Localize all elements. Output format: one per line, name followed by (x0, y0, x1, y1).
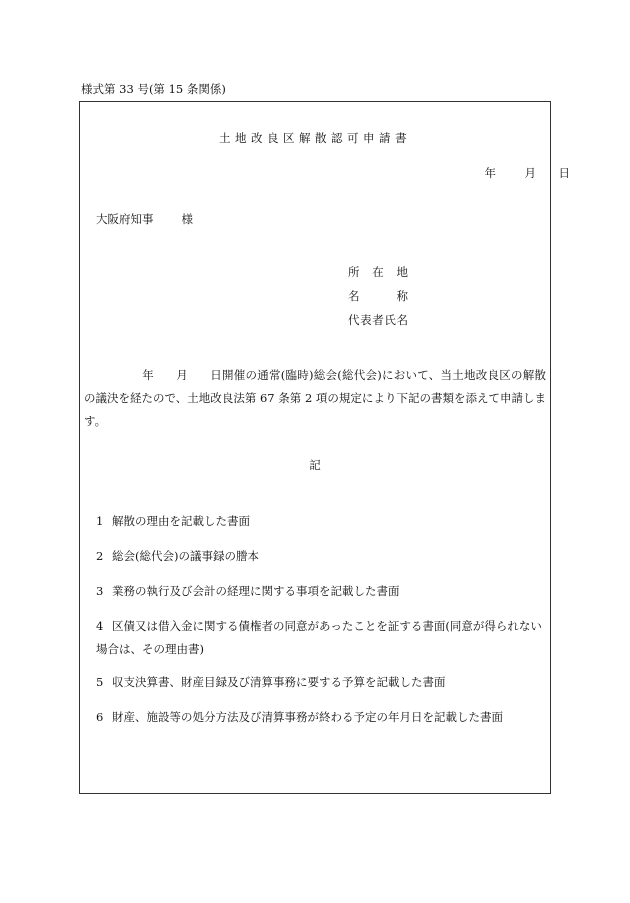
item-number: 6 (96, 710, 104, 724)
applicant-fields (348, 265, 408, 337)
item-number: 5 (96, 675, 104, 689)
list-item (96, 615, 552, 661)
attachment-list (96, 510, 552, 741)
form-number: 様式第 33 号(第 15 条関係) (81, 82, 226, 96)
applicant-field (348, 265, 408, 289)
addressee-honorific: 様 (181, 212, 193, 226)
item-text: 区債又は借入金に関する債権者の同意があったことを証する書面(同意が得られない場合は、その理由書) (96, 619, 542, 656)
item-number: 2 (96, 549, 104, 563)
list-item (96, 580, 552, 603)
applicant-field (348, 289, 408, 313)
list-item (96, 671, 552, 694)
addressee-name: 大阪府知事 (96, 212, 154, 226)
list-item (96, 706, 552, 729)
field-label-name: 名称 (348, 289, 408, 303)
date-month: 月 (524, 166, 536, 180)
date-line (456, 165, 570, 181)
addressee (96, 211, 193, 227)
list-item (96, 545, 552, 568)
body-paragraph (84, 364, 546, 433)
item-text: 総会(総代会)の議事録の謄本 (112, 549, 259, 563)
date-year: 年 (484, 166, 496, 180)
item-text: 収支決算書、財産目録及び清算事務に要する予算を記載した書面 (112, 675, 446, 689)
application-form-frame (79, 101, 570, 794)
item-text: 解散の理由を記載した書面 (112, 514, 250, 528)
body-month: 月 (176, 368, 189, 382)
body-year: 年 (142, 368, 155, 382)
body-text: 日開催の通常(臨時)総会(総代会)において、当土地改良区の解散の議決を経たので、土地改良法第 67 条第 2 項の規定により下記の書類を添えて申請します。 (84, 368, 547, 428)
field-label-address: 所在地 (348, 265, 408, 279)
field-label-representative: 代表者氏名 (348, 313, 408, 327)
item-text: 業務の執行及び会計の経理に関する事項を記載した書面 (112, 584, 400, 598)
item-number: 1 (96, 514, 104, 528)
list-item (96, 510, 552, 533)
document-title: 土地改良区解散認可申請書 (219, 131, 411, 145)
item-number: 3 (96, 584, 104, 598)
item-text: 財産、施設等の処分方法及び清算事務が終わる予定の年月日を記載した書面 (112, 710, 503, 724)
date-day: 日 (558, 166, 570, 180)
ki-heading: 記 (309, 458, 321, 472)
item-number: 4 (96, 619, 104, 633)
applicant-field (348, 313, 408, 337)
